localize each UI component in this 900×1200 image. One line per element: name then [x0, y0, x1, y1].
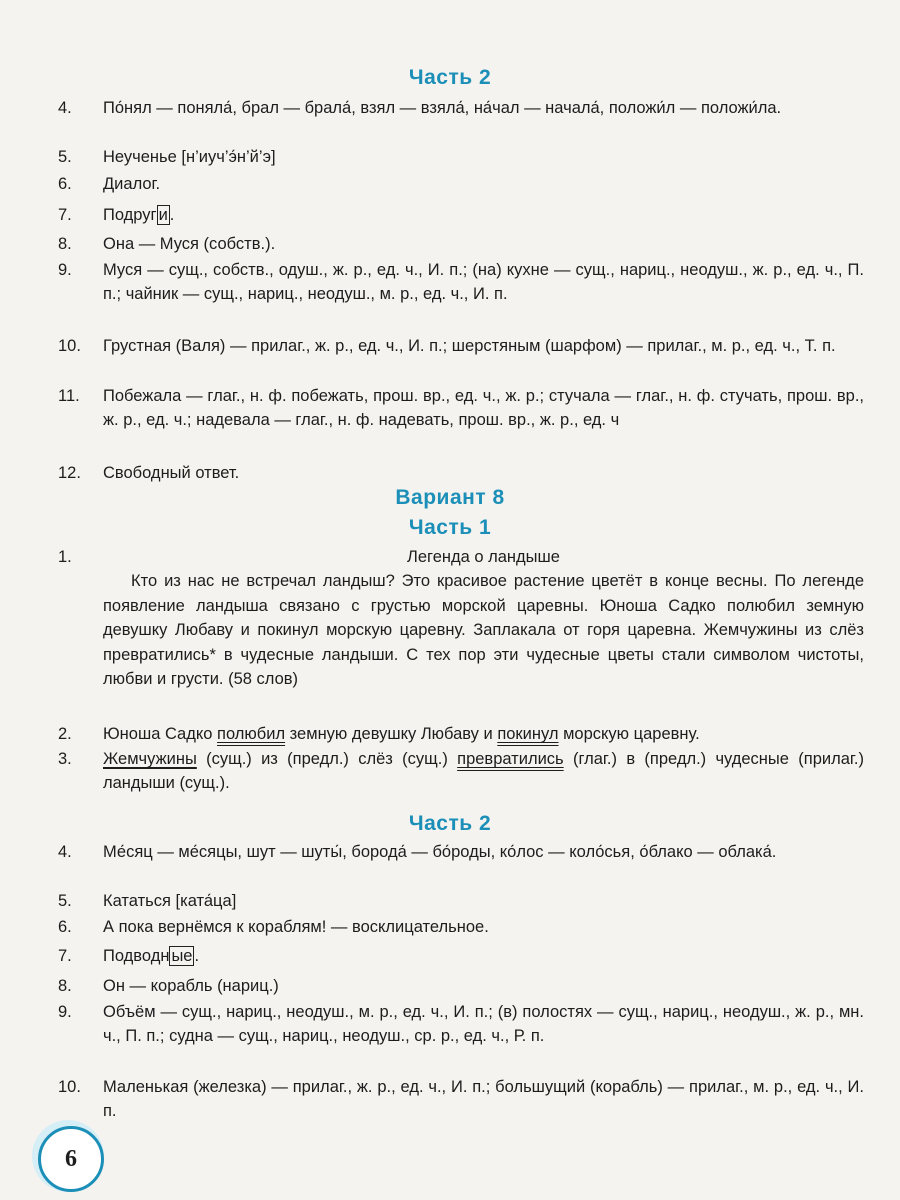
item-text: [103, 747, 864, 796]
item-number: 5.: [58, 892, 72, 910]
item-number: 12.: [58, 464, 81, 482]
item-text: Ме́сяц — ме́сяцы, шут — шуты́, борода́ — бо́роды, ко́лос — коло́сья, о́блако — облака́.: [103, 843, 777, 861]
answer-item-9-b: [58, 1000, 864, 1049]
answer-item-7-b: [58, 944, 864, 968]
item-number: 7.: [58, 947, 72, 965]
item-text: [103, 944, 864, 968]
answer-item-4: [58, 96, 864, 120]
item-text: [103, 722, 864, 746]
text-fragment: (сущ.) из (предл.) слёз (сущ.): [196, 750, 458, 768]
answer-item-5-b: [58, 889, 864, 913]
item-text: По́нял — поняла́, брал — брала́, взял — взяла́, на́чал — начала́, положи́л — положи́ла.: [103, 99, 782, 117]
item-number: 7.: [58, 206, 72, 224]
punct: .: [169, 206, 175, 224]
item-number: 4.: [58, 99, 72, 117]
item-number: 2.: [58, 725, 72, 743]
heading-part-1: Часть 1: [408, 516, 492, 539]
word-ending: и: [158, 206, 168, 224]
answer-item-4-b: [58, 840, 864, 864]
predicate-underlined: покинул: [497, 725, 559, 743]
item-number: 5.: [58, 148, 72, 166]
text-fragment: морскую царевну.: [558, 725, 700, 743]
item-text: Диалог.: [103, 175, 161, 193]
item-number: 6.: [58, 918, 72, 936]
item-number: 1.: [58, 548, 72, 566]
item-text: Объём — сущ., нариц., неодуш., м. р., ед. ч., И. п.; (в) полостях — сущ., нариц., неодуш., ж. р., мн. ч., П. п.; судна — сущ., нариц., неодуш., ср. р., ед. ч., Р. п.: [103, 1003, 864, 1046]
text-fragment: земную девушку Любаву и: [285, 725, 498, 743]
dictation-title: Легенда о ландыше: [407, 548, 560, 566]
item-text: Побежала — глаг., н. ф. побежать, прош. вр., ед. ч., ж. р.; стучала — глаг., н. ф. стучать, прош. вр., ж. р., ед. ч.; надевала — глаг., н. ф. надевать, прош. вр., ж. р., ед. ч: [103, 387, 864, 430]
item-text: Он — корабль (нариц.): [103, 977, 279, 995]
answer-item-9: [58, 258, 864, 307]
item-number: 8.: [58, 977, 72, 995]
answer-item-6-b: [58, 915, 864, 939]
answer-item-7: [58, 203, 864, 227]
answer-item-6: [58, 172, 864, 196]
item-number: 9.: [58, 1003, 72, 1021]
item-text: [103, 203, 864, 227]
item-text: Маленькая (железка) — прилаг., ж. р., ед. ч., И. п.; большущий (корабль) — прилаг., м. р., ед. ч., И. п.: [103, 1078, 864, 1121]
answer-item-12: [58, 461, 864, 485]
answer-item-10: [58, 334, 864, 358]
item-number: 11.: [58, 387, 80, 405]
item-text: Она — Муся (собств.).: [103, 235, 276, 253]
answer-item-3: [58, 747, 864, 796]
answer-item-2: [58, 722, 864, 746]
text-fragment: (глаг.) в (предл.) чудесные (прилаг.) ландыши (сущ.).: [103, 750, 864, 793]
word-root: Подруг: [103, 206, 157, 224]
page-number: 6: [38, 1126, 104, 1192]
punct: .: [194, 947, 200, 965]
item-number: 3.: [58, 750, 72, 768]
item-text: А пока вернёмся к кораблям! — восклицательное.: [103, 918, 489, 936]
text-fragment: Юноша Садко: [103, 725, 218, 743]
item-number: 9.: [58, 261, 72, 279]
word-root: Подводн: [103, 947, 170, 965]
item-number: 10.: [58, 337, 81, 355]
item-number: 4.: [58, 843, 72, 861]
item-number: 6.: [58, 175, 72, 193]
answer-item-8: [58, 232, 864, 256]
answer-item-5: [58, 145, 864, 169]
predicate-underlined: полюбил: [217, 725, 286, 743]
dictation-text: Кто из нас не встречал ландыш? Это красивое растение цветёт в конце весны. По легенде появление ландыша связано с грустью морской царевны. Юноша Садко полюбил земную девушку Любаву и покинул морскую царевну. Заплакала от горя царевна. Жемчужины из слёз превратились* в чудесные ландыши. С тех пор эти чудесные цветы стали символом чистоты, любви и грусти. (58 слов): [103, 572, 864, 689]
item-number: 10.: [58, 1078, 81, 1096]
dictation-item-1: [58, 545, 864, 691]
heading-part-2: Часть 2: [408, 66, 492, 89]
item-text: Свободный ответ.: [103, 464, 240, 482]
heading-part-2-second: Часть 2: [408, 812, 492, 835]
answer-item-10-b: [58, 1075, 864, 1124]
answer-item-8-b: [58, 974, 864, 998]
item-text: Неученье [н’иуч’э́н’й’э]: [103, 148, 276, 166]
item-text: Кататься [ката́ца]: [103, 892, 237, 910]
item-text: Муся — сущ., собств., одуш., ж. р., ед. ч., И. п.; (на) кухне — сущ., нариц., неодуш., ж. р., ед. ч., П. п.; чайник — сущ., нариц., неодуш., м. р., ед. ч., И. п.: [103, 261, 864, 304]
item-text: Грустная (Валя) — прилаг., ж. р., ед. ч., И. п.; шерстяным (шарфом) — прилаг., м. р., ед. ч., Т. п.: [103, 337, 836, 355]
item-number: 8.: [58, 235, 72, 253]
heading-variant-8: Вариант 8: [395, 486, 505, 509]
predicate-underlined: превратились: [457, 750, 564, 768]
subject-underlined: Жемчужины: [103, 750, 197, 768]
word-ending: ые: [171, 947, 193, 965]
answer-item-11: [58, 384, 864, 433]
